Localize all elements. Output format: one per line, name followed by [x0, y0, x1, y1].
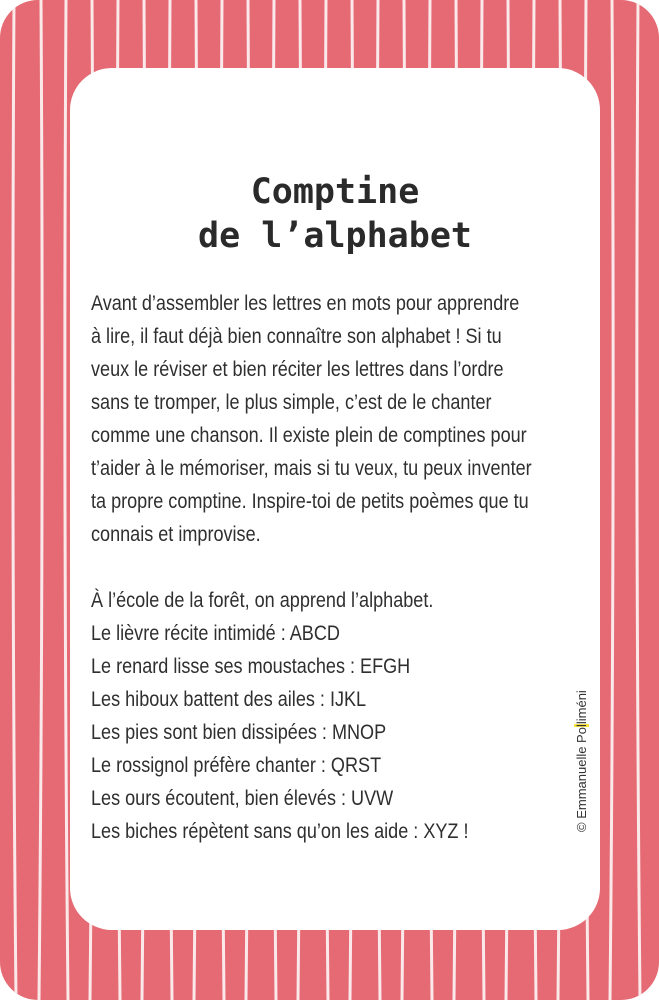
intro-line: ta propre comptine. Inspire-toi de petits poèmes que tu — [91, 490, 529, 513]
title-line-2: de l’alphabet — [198, 216, 472, 256]
poem-line: À l’école de la forêt, on apprend l’alphabet. — [91, 589, 434, 612]
title-line-1: Comptine — [250, 172, 420, 212]
intro-line: sans te tromper, le plus simple, c’est de le chanter — [91, 391, 492, 414]
intro-line: comme une chanson. Il existe plein de comptines pour — [91, 424, 527, 447]
poem-line: Le renard lisse ses moustaches : EFGH — [91, 655, 411, 678]
credit-highlight: l — [574, 724, 589, 728]
intro-line: veux le réviser et bien réciter les lettres dans l’ordre — [91, 358, 504, 381]
card-title — [70, 170, 600, 258]
intro-line: Avant d’assembler les lettres en mots pour apprendre — [91, 292, 520, 315]
intro-line: à lire, il faut déjà bien connaître son alphabet ! Si tu — [91, 325, 502, 348]
poem-line: Le rossignol préfère chanter : QRST — [91, 754, 382, 777]
poem-line: Le lièvre récite intimidé : ABCD — [91, 622, 340, 645]
intro-line: t’aider à le mémoriser, mais si tu veux, tu peux inventer — [91, 457, 532, 480]
card-body — [91, 287, 586, 848]
intro-line: connais et improvise. — [91, 523, 261, 546]
poem-line: Les hiboux battent des ailes : IJKL — [91, 688, 367, 711]
poem-line: Les biches répètent sans qu’on les aide : XYZ ! — [91, 820, 469, 843]
poem-line: Les pies sont bien dissipées : MNOP — [91, 721, 387, 744]
intro-paragraph — [91, 287, 586, 551]
poem-line: Les ours écoutent, bien élevés : UVW — [91, 787, 394, 810]
illustrator-credit: © Emmanuelle Polliméni — [574, 690, 589, 832]
